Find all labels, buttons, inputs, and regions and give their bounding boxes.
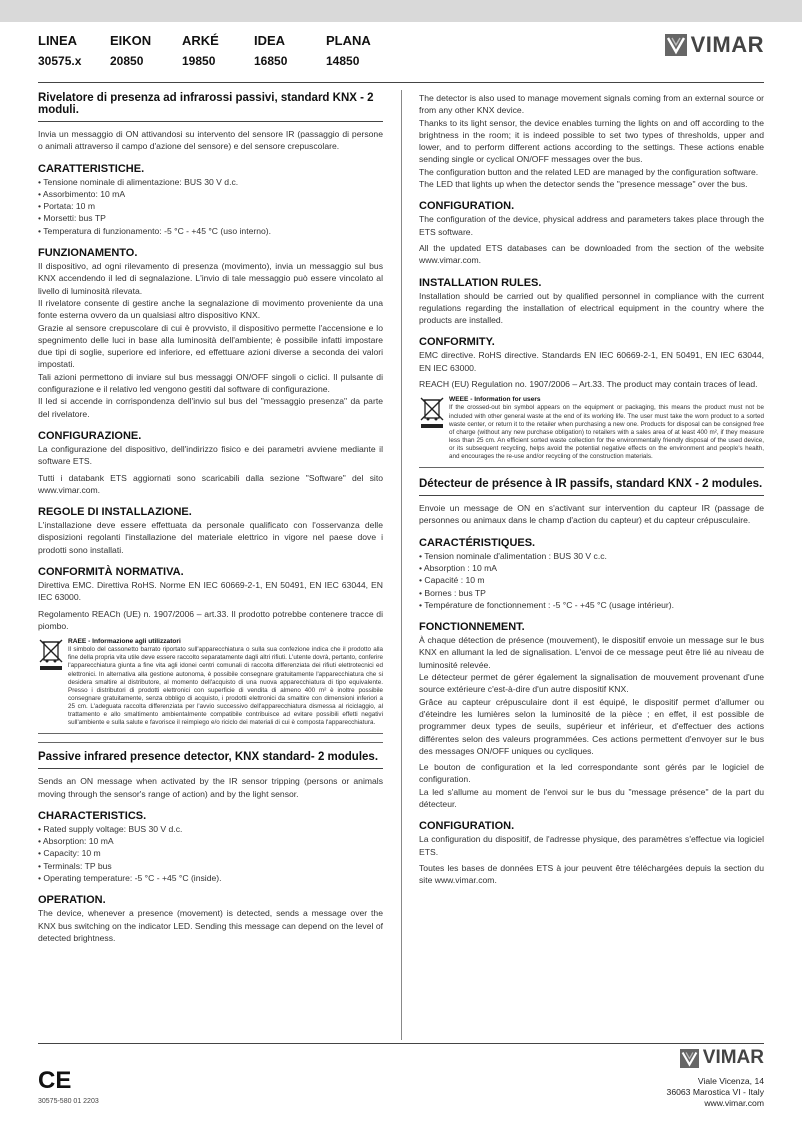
list-item: • Portata: 10 m	[38, 201, 95, 212]
line-name: ARKÉ	[182, 33, 219, 48]
weee-body: If the crossed-out bin symbol appears on the equipment or packaging, this means the product must not be included with other general waste at the end of its working life. The user must take the worn product to a sorted waste center, or return it to the retailer when purchasing a new one. Products for disposal can be consigned free of charge (without any new purchase obligation) to retailers with a sales area of at least 400 m², if they measure less than 25 cm. An efficient sorted waste collection for the environmentally friendly disposal of the used device, or its subsequent recycling, helps avoid the potential negative effects on the environment and people's health, and encourages the re-use and/or recycling of the construction materials.	[449, 404, 764, 460]
right-column	[419, 92, 764, 887]
list-item: • Operating temperature: -5 °C - +45 °C (inside).	[38, 873, 222, 884]
weee-text	[449, 396, 764, 461]
paragraph: The LED that lights up when the detector sends the "presence message" over the bus.	[419, 179, 748, 190]
line-code: 16850	[254, 54, 288, 68]
column-divider	[401, 90, 402, 1040]
fr-title: Détecteur de présence à IR passifs, standard KNX - 2 modules.	[419, 478, 763, 491]
vimar-logo-icon	[665, 34, 687, 56]
paragraph: À chaque détection de présence (mouvement), le dispositif envoie un message sur le bus KNX en allumant la led de signalisation. L'envoi de ce message peut être lié au niveau de luminosité relevée.	[419, 635, 764, 670]
title-rule	[38, 768, 383, 769]
paragraph: REACH (EU) Regulation no. 1907/2006 – Art.33. The product may contain traces of lead.	[419, 379, 758, 390]
spacer	[419, 468, 764, 478]
line-col	[38, 33, 110, 68]
line-col	[110, 33, 182, 68]
paragraph: Le détecteur permet de gérer également la signalisation de mouvement provenant d'une source extérieure c'est-à-dire d'un autre dispositif KNX.	[419, 672, 764, 695]
line-code: 30575.x	[38, 54, 82, 68]
it-norm-heading: CONFORMITÀ NORMATIVA.	[38, 566, 184, 579]
title-rule	[419, 495, 764, 496]
section-divider	[38, 742, 383, 743]
doc-code: 30575-580 01 2203	[38, 1098, 99, 1105]
paragraph: EMC directive. RoHS directive. Standards EN IEC 60669-2-1, EN 50491, EN IEC 63044, EN IEC 63000.	[419, 350, 764, 373]
list-item: • Bornes : bus TP	[419, 587, 486, 598]
line-name: LINEA	[38, 33, 77, 48]
paragraph: Direttiva EMC. Direttiva RoHS. Norme EN IEC 60669-2-1, EN 50491, EN IEC 63044, EN IEC 63000.	[38, 580, 383, 603]
paragraph: L'installazione deve essere effettuata da personale qualificato con l'osservanza delle disposizioni regolanti l'installazione del materiale elettrico in vigore nel paese dove i prodotti sono installati.	[38, 520, 383, 555]
it-title: Rivelatore di presenza ad infrarossi passivi, standard KNX - 2 moduli.	[38, 92, 383, 122]
paragraph: Il dispositivo, ad ogni rilevamento di presenza (movimento), invia un messaggio sul bus KNX accendendo il led di segnalazione. L'invio di tale messaggio può essere vincolato al livello di luminosità rilevata.	[38, 261, 383, 296]
paragraph: Grazie al sensore crepuscolare di cui è provvisto, il dispositivo permette l'accensione e lo spegnimento delle luci in base alla luminosità dell'ambiente; è possibile infatti impostare due tipi di soglie, superiore ed inferiore, ed effettuare azioni diverse a seconda dei valori impostati.	[38, 322, 383, 370]
vimar-logo-icon	[680, 1049, 699, 1068]
paragraph: All the updated ETS databases can be downloaded from the section of the website www.vimar.com.	[419, 242, 764, 266]
en-conf-heading: CONFIGURATION.	[419, 200, 515, 213]
weee-body: Il simbolo del cassonetto barrato riportato sull'apparecchiatura o sulla sua confezione indica che il prodotto alla fine della propria vita utile deve essere raccolto separatamente dagli altri rifiuti. L'utente dovrà, pertanto, conferire l'apparecchiatura giunta a fine vita agli idonei centri comunali di raccolta differenziata dei rifiuti elettrotecnici ed elettronici. In alternativa alla gestione autonoma, è possibile consegnare gratuitamente l'apparecchiatura che si desidera smaltire al distributore, al momento dell'acquisto di una nuova apparecchiatura di tipo equivalente. Presso i distributori di prodotti elettronici con superficie di vendita di almeno 400 m² è inoltre possibile consegnare gratuitamente, senza obbligo di acquisto, i prodotti elettronici da smaltire con dimensioni inferiori a 25 cm. L'adeguata raccolta differenziata per l'avvio successivo dell'apparecchiatura dismessa al riciclaggio, al trattamento e allo smaltimento ambientalmente compatibile contribuisce ad evitare possibili effetti negativi sull'ambiente e sulla salute e favorisce il reimpiego e/o riciclo dei materiali di cui è composta l'apparecchiatura.	[68, 646, 383, 727]
list-item: • Assorbimento: 10 mA	[38, 188, 126, 199]
line-col	[182, 33, 254, 68]
fr-char-list	[419, 550, 764, 611]
paragraph: Toutes les bases de données ETS à jour peuvent être téléchargées depuis la section du site www.vimar.com.	[419, 862, 764, 886]
vimar-logo	[665, 32, 764, 58]
paragraph: Thanks to its light sensor, the device enables turning the lights on and off according to the brightness in the room; it is indeed possible to set two types of thresholds, upper and lower, and to perform different actions according to the settings. These actions enable sending single or cyclical ON/OFF messages over the bus.	[419, 117, 764, 165]
paragraph: Tali azioni permettono di inviare sul bus messaggi ON/OFF singoli o ciclici. Il pulsante di configurazione e il relativo led vengono gestiti dal software di configurazione.	[38, 371, 383, 395]
it-intro: Invia un messaggio di ON attivandosi su intervento del sensore IR (passaggio di persone o animali attraverso il campo d'azione del sensore) e del sensore crepuscolare.	[38, 129, 383, 152]
list-item: • Tensione nominale di alimentazione: BUS 30 V d.c.	[38, 176, 239, 187]
list-item: • Température de fonctionnement : -5 °C - +45 °C (usage intérieur).	[419, 599, 675, 610]
lines-table	[38, 33, 398, 68]
en-inst-heading: INSTALLATION RULES.	[419, 276, 542, 289]
address-line: 36063 Marostica VI - Italy	[666, 1087, 764, 1097]
vimar-logo-footer	[680, 1047, 764, 1069]
fr-conf-heading: CONFIGURATION.	[419, 820, 515, 833]
line-code: 19850	[182, 54, 216, 68]
paragraph: The configuration button and the related LED are managed by the configuration software.	[419, 166, 759, 177]
weee-text	[68, 638, 383, 727]
en-weee-block	[419, 396, 764, 468]
list-item: • Capacité : 10 m	[419, 575, 485, 586]
it-char-heading: CARATTERISTICHE.	[38, 162, 145, 175]
en-title: Passive infrared presence detector, KNX standard- 2 modules.	[38, 751, 379, 764]
list-item: • Absorption : 10 mA	[419, 562, 498, 573]
line-name: EIKON	[110, 33, 152, 48]
weee-bin-icon	[419, 396, 449, 461]
line-name: PLANA	[326, 33, 371, 48]
list-item: • Absorption: 10 mA	[38, 836, 114, 847]
paragraph: The detector is also used to manage movement signals coming from an external source or from any other KNX device.	[419, 93, 764, 116]
paragraph: Installation should be carried out by qualified personnel in compliance with the current regulations regarding the installation of electrical equipment in the country where the products are installed.	[419, 290, 764, 326]
list-item: • Tension nominale d'alimentation : BUS 30 V c.c.	[419, 550, 607, 561]
paragraph: The configuration of the device, physical address and parameters takes place through the ETS software.	[419, 214, 764, 237]
weee-heading: WEEE - Information for users	[449, 396, 541, 404]
weee-bin-icon	[38, 638, 68, 727]
list-item: • Temperatura di funzionamento: -5 °C - +45 °C (uso interno).	[38, 225, 272, 236]
en-char-list	[38, 823, 383, 884]
paragraph: Le bouton de configuration et la led correspondante sont gérés par le logiciel de configuration.	[419, 762, 764, 785]
brand-name: VIMAR	[702, 1047, 764, 1068]
paragraph: Il rivelatore consente di gestire anche la segnalazione di movimento proveniente da una fonte esterna ovvero da un qualsiasi altro dispositivo KNX.	[38, 297, 383, 321]
top-bar	[0, 0, 802, 22]
it-inst-heading: REGOLE DI INSTALLAZIONE.	[38, 506, 192, 519]
list-item: • Capacity: 10 m	[38, 848, 101, 859]
fr-char-heading: CARACTÉRISTIQUES.	[419, 536, 536, 549]
paragraph: La configurazione del dispositivo, dell'indirizzo fisico e dei parametri avviene mediante il software ETS.	[38, 443, 383, 467]
address-line: Viale Vicenza, 14	[697, 1076, 764, 1086]
address-block	[667, 1076, 764, 1109]
it-weee-block	[38, 638, 383, 734]
ce-mark: CE	[38, 1067, 72, 1094]
line-code: 14850	[326, 54, 360, 68]
brand-name: VIMAR	[690, 32, 764, 57]
paragraph: La led s'allume au moment de l'envoi sur le bus du "message présence" de la part du détecteur.	[419, 786, 764, 810]
en-intro: Sends an ON message when activated by the IR sensor tripping (persons or animals moving through the sensor's range of action) and by the light sensor.	[38, 776, 383, 799]
left-column	[38, 92, 383, 944]
footer-divider	[38, 1043, 764, 1044]
paragraph: Grâce au capteur crépusculaire dont il est équipé, le dispositif permet d'allumer ou d'éteindre les lumières selon la luminosité de la pièce ; en effet, il est possible de programmer deux types de seuils, supérieur et inférieur, et d'effectuer des actions différentes selon des valeurs programmées. Ces actions permettent d'envoyer sur le bus des messages ON/OFF uniques ou cycliques.	[419, 696, 764, 756]
en-conformity-heading: CONFORMITY.	[419, 336, 495, 349]
website: www.vimar.com	[704, 1098, 764, 1108]
paragraph: Regolamento REACh (UE) n. 1907/2006 – art.33. Il prodotto potrebbe contenere tracce di piombo.	[38, 608, 383, 631]
paragraph: The device, whenever a presence (movement) is detected, sends a message over the KNX bus switching on the indicator LED. Sending this message can depend on the level of detected brightness.	[38, 908, 383, 943]
weee-heading: RAEE - Informazione agli utilizzatori	[68, 638, 181, 646]
fr-intro: Envoie un message de ON en s'activant sur intervention du capteur IR (passage de personnes ou animaux dans le champ d'action du capteur) et du capteur crépusculaire.	[419, 503, 764, 526]
paragraph: Il led si accende in corrispondenza dell'invio sul bus del "messaggio presenza" da parte del rivelatore.	[38, 396, 383, 419]
paragraph: Tutti i databank ETS aggiornati sono scaricabili dalla sezione "Software" del sito www.vimar.com.	[38, 472, 383, 495]
line-col	[326, 33, 398, 68]
it-func-heading: FUNZIONAMENTO.	[38, 247, 138, 260]
paragraph: La configuration du dispositif, de l'adresse physique, des paramètres s'effectue via logiciel ETS.	[419, 834, 764, 857]
en-char-heading: CHARACTERISTICS.	[38, 809, 147, 822]
line-name: IDEA	[254, 33, 286, 48]
line-col	[254, 33, 326, 68]
line-code: 20850	[110, 54, 144, 68]
fr-func-heading: FONCTIONNEMENT.	[419, 621, 525, 634]
list-item: • Terminals: TP bus	[38, 860, 112, 871]
en-op-heading: OPERATION.	[38, 894, 106, 907]
list-item: • Rated supply voltage: BUS 30 V d.c.	[38, 823, 183, 834]
list-item: • Morsetti: bus TP	[38, 213, 106, 224]
header-divider	[38, 82, 764, 83]
it-conf-heading: CONFIGURAZIONE.	[38, 429, 142, 442]
it-char-list	[38, 176, 383, 237]
